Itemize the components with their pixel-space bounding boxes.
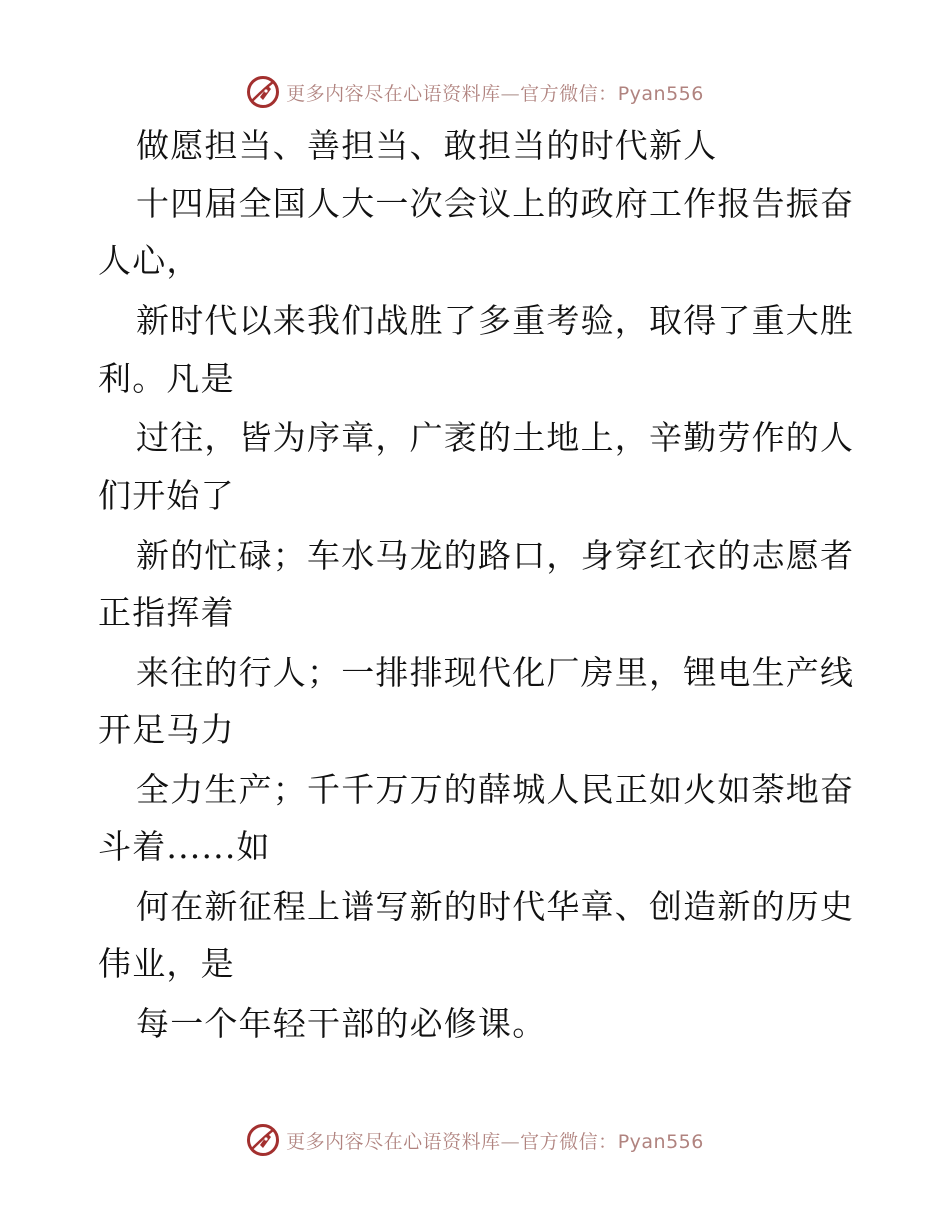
paragraph-line: 十四届全国人大一次会议上的政府工作报告振奋 bbox=[136, 184, 855, 223]
document-title: 做愿担当、善担当、敢担当的时代新人 bbox=[136, 126, 718, 165]
paragraph-line: 来往的行人；一排排现代化厂房里，锂电生产线 bbox=[136, 653, 855, 692]
paragraph-line: 伟业，是 bbox=[98, 944, 235, 983]
paragraph-line: 斗着......如 bbox=[98, 827, 271, 866]
paragraph-line: 正指挥着 bbox=[98, 593, 235, 632]
paragraph-line: 每一个年轻干部的必修课。 bbox=[136, 1004, 547, 1043]
header-banner-text bbox=[286, 79, 704, 106]
footer-banner-wechat-label: 官方微信： bbox=[520, 1130, 618, 1153]
footer-banner-text bbox=[286, 1127, 704, 1154]
paragraph-line: 开足马力 bbox=[98, 710, 235, 749]
header-banner-main: 更多内容尽在心语资料库 bbox=[286, 82, 501, 105]
header-banner-content bbox=[246, 75, 704, 109]
paragraph-line: 利。凡是 bbox=[98, 359, 235, 398]
pen-nib-logo-icon bbox=[246, 1123, 280, 1157]
footer-banner-wechat-id: Pyan556 bbox=[617, 1130, 704, 1153]
paragraph-line: 何在新征程上谱写新的时代华章、创造新的历史 bbox=[136, 887, 855, 926]
footer-banner-content bbox=[246, 1123, 704, 1157]
footer-banner-dash: — bbox=[500, 1130, 521, 1153]
header-banner-wechat-id: Pyan556 bbox=[617, 82, 704, 105]
paragraph-line: 新时代以来我们战胜了多重考验，取得了重大胜 bbox=[136, 301, 855, 340]
pen-nib-logo-icon bbox=[246, 75, 280, 109]
paragraph-line: 们开始了 bbox=[98, 476, 235, 515]
footer-banner bbox=[0, 1120, 950, 1160]
paragraph-line: 过往，皆为序章，广袤的土地上，辛勤劳作的人 bbox=[136, 418, 855, 457]
footer-banner-main: 更多内容尽在心语资料库 bbox=[286, 1130, 501, 1153]
paragraph-line: 新的忙碌；车水马龙的路口，身穿红衣的志愿者 bbox=[136, 536, 855, 575]
header-banner bbox=[0, 72, 950, 112]
paragraph-line: 全力生产；千千万万的薛城人民正如火如荼地奋 bbox=[136, 770, 855, 809]
header-banner-dash: — bbox=[500, 82, 521, 105]
header-banner-wechat-label: 官方微信： bbox=[520, 82, 618, 105]
paragraph-line: 人心， bbox=[98, 241, 201, 280]
